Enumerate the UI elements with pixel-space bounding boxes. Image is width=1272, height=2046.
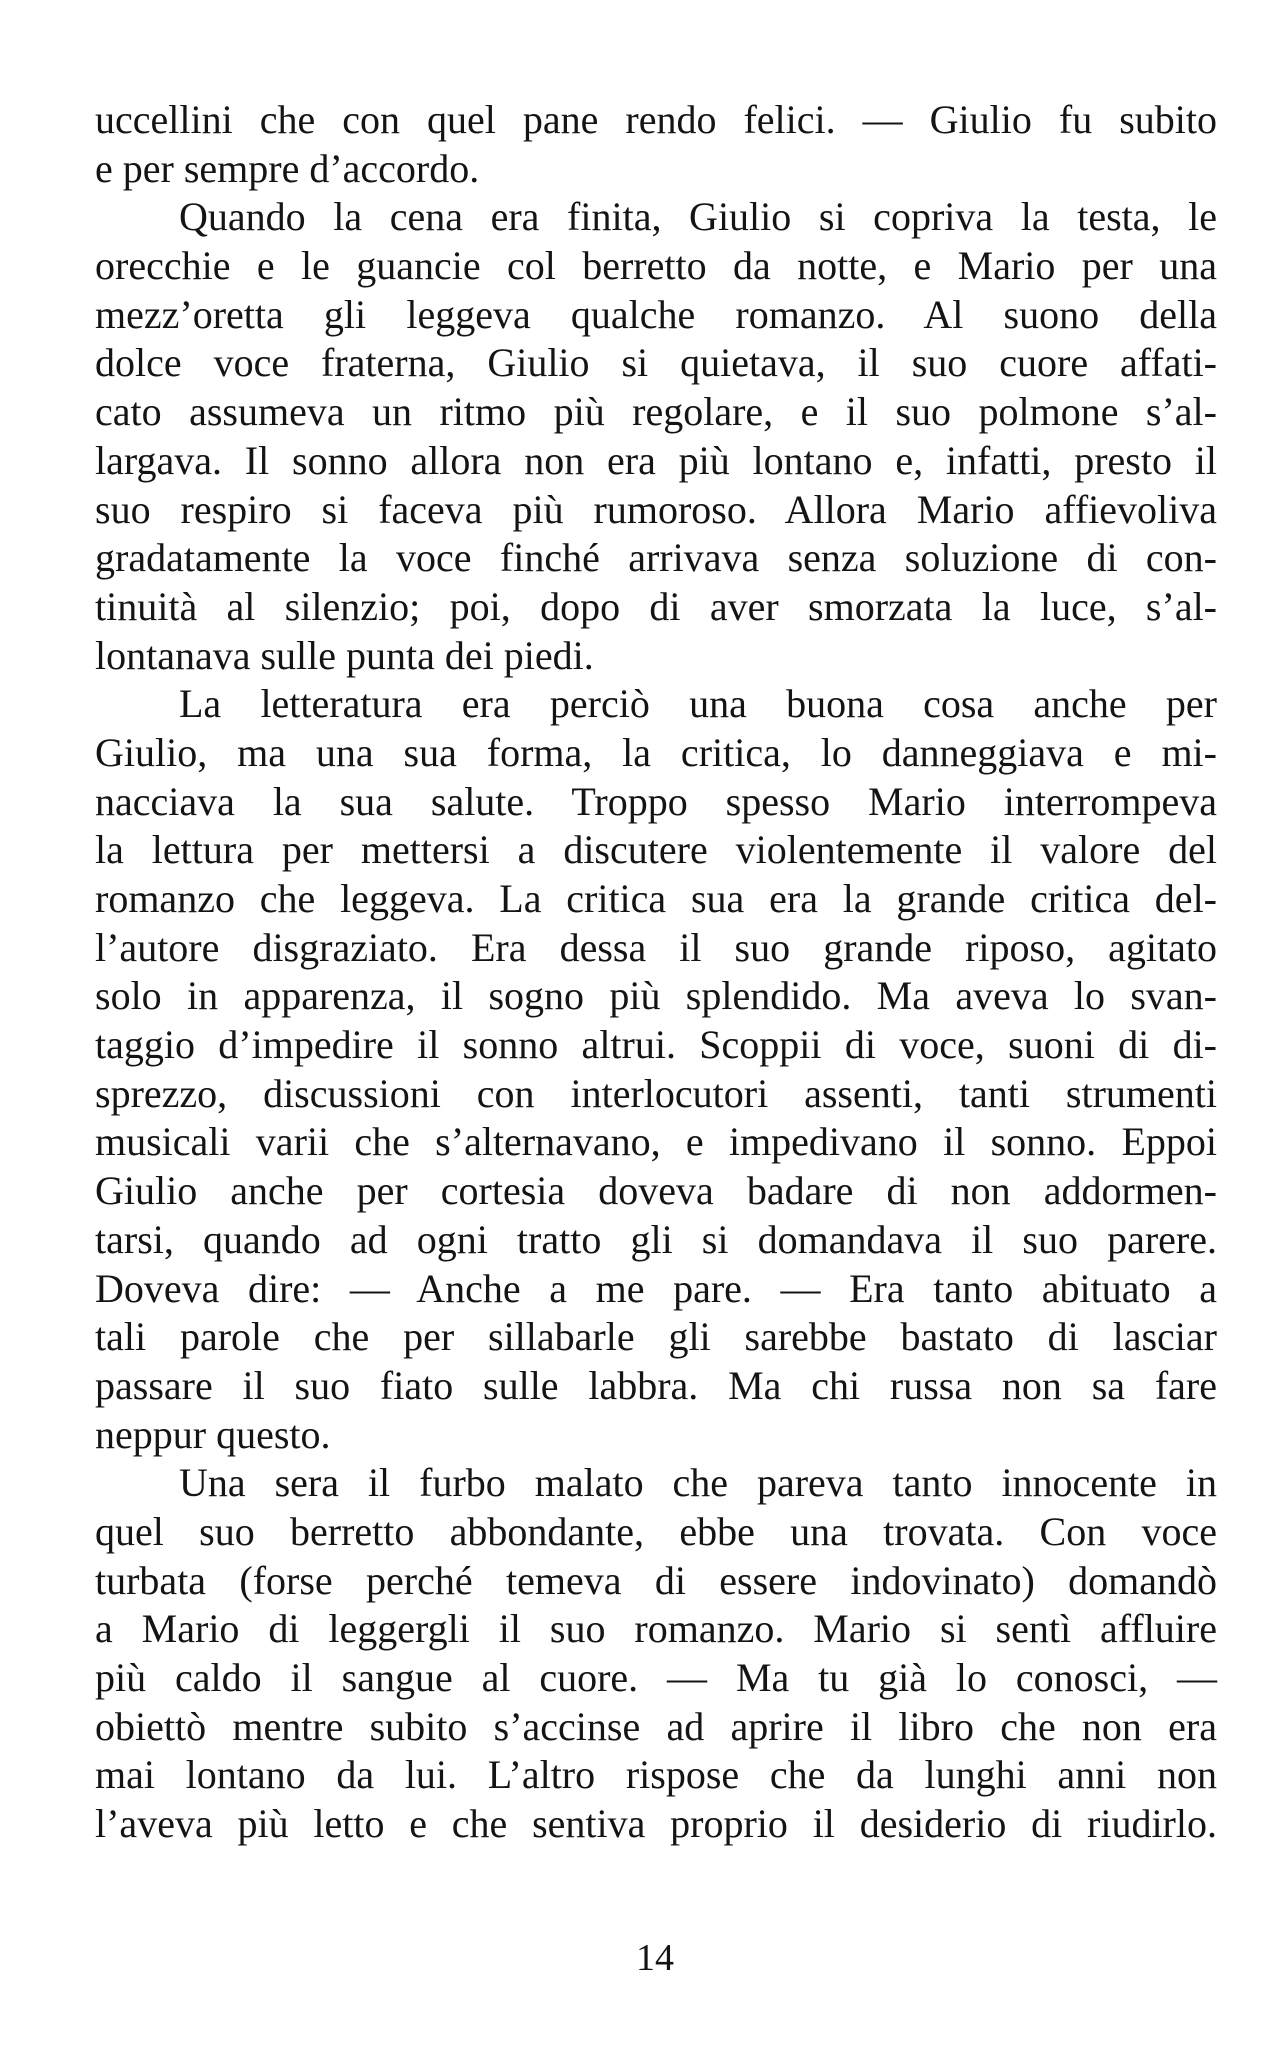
text-line: tali parole che per sillabarle gli sarebbe bastato di lasciar [95,1314,1217,1360]
text-line: turbata (forse perché temeva di essere indovinato) domandò [95,1557,1217,1603]
text-line: sprezzo, discussioni con interlocutori assenti, tanti strumenti [95,1070,1217,1116]
text-line: passare il suo fiato sulle labbra. Ma chi russa non sa fare [95,1362,1217,1408]
text-line: largava. Il sonno allora non era più lontano e, infatti, presto il [95,437,1217,483]
text-line: neppur questo. [95,1411,331,1457]
text-line: solo in apparenza, il sogno più splendido. Ma aveva lo svan- [95,973,1217,1019]
text-line: quel suo berretto abbondante, ebbe una trovata. Con voce [95,1508,1217,1554]
page-number: 14 [636,1937,674,1979]
text-line: Giulio, ma una sua forma, la critica, lo danneggiava e mi- [95,729,1217,775]
text-line: suo respiro si faceva più rumoroso. Allora Mario affievoliva [95,486,1217,532]
text-line: Doveva dire: — Anche a me pare. — Era tanto abituato a [95,1265,1217,1311]
text-line: tinuità al silenzio; poi, dopo di aver smorzata la luce, s’al- [95,583,1217,629]
text-line: Giulio anche per cortesia doveva badare di non addormen- [95,1168,1217,1214]
paragraph-first-line: Una sera il furbo malato che pareva tanto innocente in [179,1460,1217,1506]
text-line: tarsi, quando ad ogni tratto gli si domandava il suo parere. [95,1216,1217,1262]
text-line: obiettò mentre subito s’accinse ad aprire il libro che non era [95,1703,1217,1749]
text-line: romanzo che leggeva. La critica sua era la grande critica del- [95,876,1217,921]
text-line: gradatamente la voce finché arrivava senza soluzione di con- [95,535,1217,581]
paragraph-first-line: La letteratura era perciò una buona cosa anche per [179,681,1217,727]
text-line: musicali varii che s’alternavano, e impedivano il sonno. Eppoi [95,1119,1217,1165]
body-text [95,96,1217,1849]
text-line: nacciava la sua salute. Troppo spesso Mario interrompeva [95,778,1217,824]
text-line: e per sempre d’accordo. [95,145,480,191]
text-line: mezz’oretta gli leggeva qualche romanzo. Al suono della [95,291,1217,337]
text-line: la lettura per mettersi a discutere violentemente il valore del [95,827,1217,873]
text-line: più caldo il sangue al cuore. — Ma tu già lo conosci, — [95,1655,1217,1700]
text-line: l’autore disgraziato. Era dessa il suo grande riposo, agitato [95,924,1217,970]
text-line: l’aveva più letto e che sentiva proprio il desiderio di riudirlo. [95,1801,1217,1847]
text-line: mai lontano da lui. L’altro rispose che da lunghi anni non [95,1752,1217,1798]
text-line: uccellini che con quel pane rendo felici. — Giulio fu subito [95,97,1217,142]
text-line: cato assumeva un ritmo più regolare, e il suo polmone s’al- [95,389,1217,435]
paragraph-first-line: Quando la cena era finita, Giulio si copriva la testa, le [179,194,1217,240]
text-line: taggio d’impedire il sonno altrui. Scoppii di voce, suoni di di- [95,1022,1217,1068]
text-line: lontanava sulle punta dei piedi. [95,632,594,678]
text-line: a Mario di leggergli il suo romanzo. Mario si sentì affluire [95,1606,1217,1652]
text-line: orecchie e le guancie col berretto da notte, e Mario per una [95,243,1217,289]
text-line: dolce voce fraterna, Giulio si quietava, il suo cuore affati- [95,340,1217,386]
